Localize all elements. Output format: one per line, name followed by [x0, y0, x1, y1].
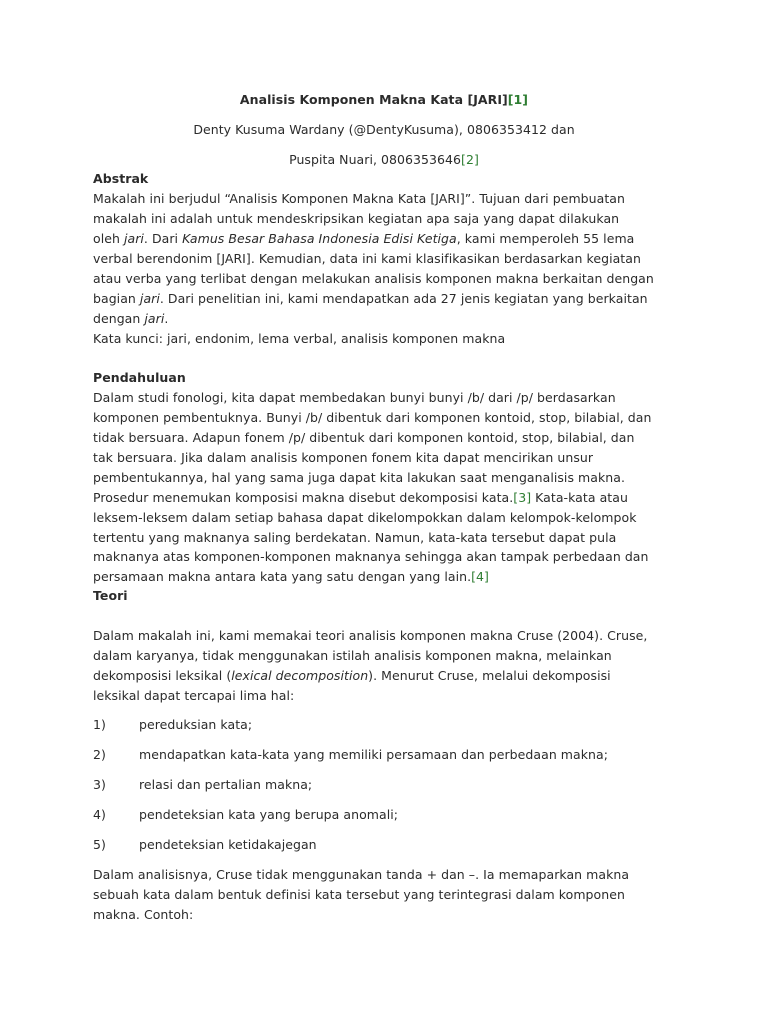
list-item — [93, 805, 398, 825]
pendahuluan-line: tidak bersuara. Adapun fonem /p/ dibentuk dari komponen kontoid, stop, bilabial, dan — [93, 430, 635, 445]
teori-line: Dalam makalah ini, kami memakai teori analisis komponen makna Cruse (2004). Cruse, — [93, 628, 648, 643]
text-span: dengan — [93, 311, 145, 326]
pendahuluan-line — [93, 567, 489, 587]
teori-line: makna. Contoh: — [93, 907, 194, 922]
teori-line: sebuah kata dalam bentuk definisi kata tersebut yang terintegrasi dalam komponen — [93, 887, 625, 902]
list-text: pendeteksian kata yang berupa anomali; — [139, 807, 399, 822]
footnote-ref-3[interactable]: [3] — [513, 490, 532, 505]
footnote-ref-1[interactable]: [1] — [507, 92, 529, 107]
abstrak-line: atau verba yang terlibat dengan melakukan analisis komponen makna berkaitan dengan — [93, 271, 654, 286]
teori-line — [93, 666, 611, 686]
footnote-ref-4[interactable]: [4] — [471, 569, 489, 584]
abstrak-line — [93, 309, 168, 329]
title-text: Analisis Komponen Makna Kata [JARI] — [239, 92, 508, 107]
text-span: . Dari penelitian ini, kami mendapatkan ada 27 jenis kegiatan yang berkaitan — [159, 291, 648, 306]
italic-term: jari — [144, 311, 165, 326]
text-span: bagian — [93, 291, 140, 306]
text-span: Kata-kata atau — [531, 490, 628, 505]
italic-term: Kamus Besar Bahasa Indonesia Edisi Ketiga — [182, 231, 457, 246]
text-span: oleh — [93, 231, 124, 246]
document-title — [0, 90, 768, 110]
text-span: , kami memperoleh 55 lema — [456, 231, 635, 246]
abstrak-line — [93, 229, 634, 249]
pendahuluan-line: tak bersuara. Jika dalam analisis komponen fonem kita dapat mencirikan unsur — [93, 450, 594, 465]
list-item — [93, 835, 317, 855]
pendahuluan-line: komponen pembentuknya. Bunyi /b/ dibentuk dari komponen kontoid, stop, bilabial, dan — [93, 410, 652, 425]
list-number: 1) — [93, 717, 106, 732]
list-text: mendapatkan kata-kata yang memiliki persamaan dan perbedaan makna; — [139, 747, 608, 762]
list-number: 4) — [93, 807, 106, 822]
authors-line-1: Denty Kusuma Wardany (@DentyKusuma), 0806353412 dan — [193, 122, 575, 137]
abstrak-line — [93, 289, 648, 309]
keywords-line: Kata kunci: jari, endonim, lema verbal, analisis komponen makna — [93, 331, 506, 346]
list-item — [93, 715, 252, 735]
pendahuluan-line: Dalam studi fonologi, kita dapat membedakan bunyi bunyi /b/ dari /p/ berdasarkan — [93, 390, 616, 405]
footnote-ref-2[interactable]: [2] — [461, 152, 479, 167]
list-text: relasi dan pertalian makna; — [139, 777, 313, 792]
text-span: dekomposisi leksikal ( — [93, 668, 232, 683]
pendahuluan-line: leksem-leksem dalam setiap bahasa dapat dikelompokkan dalam kelompok-kelompok — [93, 510, 637, 525]
italic-term: lexical decomposition — [231, 668, 369, 683]
list-number: 2) — [93, 747, 106, 762]
teori-line: dalam karyanya, tidak menggunakan istilah analisis komponen makna, melainkan — [93, 648, 612, 663]
pendahuluan-line: maknanya atas komponen-komponen maknanya sehingga akan tampak perbedaan dan — [93, 549, 649, 564]
teori-line: leksikal dapat tercapai lima hal: — [93, 688, 295, 703]
text-span: ). Menurut Cruse, melalui dekomposisi — [368, 668, 611, 683]
pendahuluan-line: pembentukannya, hal yang sama juga dapat kita lakukan saat menganalisis makna. — [93, 470, 625, 485]
text-span: persamaan makna antara kata yang satu dengan yang lain. — [93, 569, 472, 584]
pendahuluan-heading: Pendahuluan — [93, 370, 186, 385]
list-text: pendeteksian ketidakajegan — [139, 837, 317, 852]
italic-term: jari — [123, 231, 144, 246]
text-span: . Dari — [143, 231, 183, 246]
teori-heading: Teori — [93, 588, 128, 603]
text-span: Prosedur menemukan komposisi makna disebut dekomposisi kata. — [93, 490, 514, 505]
abstrak-line: Makalah ini berjudul “Analisis Komponen Makna Kata [JARI]”. Tujuan dari pembuatan — [93, 191, 625, 206]
list-number: 3) — [93, 777, 106, 792]
abstrak-line: verbal berendonim [JARI]. Kemudian, data ini kami klasifikasikan berdasarkan kegiatan — [93, 251, 641, 266]
italic-term: jari — [139, 291, 160, 306]
authors-line-2 — [0, 150, 768, 170]
abstrak-heading: Abstrak — [93, 171, 149, 186]
list-item — [93, 775, 312, 795]
list-item — [93, 745, 608, 765]
pendahuluan-line: tertentu yang maknanya saling berdekatan. Namun, kata-kata tersebut dapat pula — [93, 530, 617, 545]
list-text: pereduksian kata; — [139, 717, 253, 732]
text-span: . — [164, 311, 169, 326]
teori-line: Dalam analisisnya, Cruse tidak menggunakan tanda + dan –. Ia memaparkan makna — [93, 867, 630, 882]
abstrak-line: makalah ini adalah untuk mendeskripsikan kegiatan apa saja yang dapat dilakukan — [93, 211, 620, 226]
list-number: 5) — [93, 837, 106, 852]
authors-line-2-text: Puspita Nuari, 0806353646 — [289, 152, 462, 167]
pendahuluan-line — [93, 488, 628, 508]
